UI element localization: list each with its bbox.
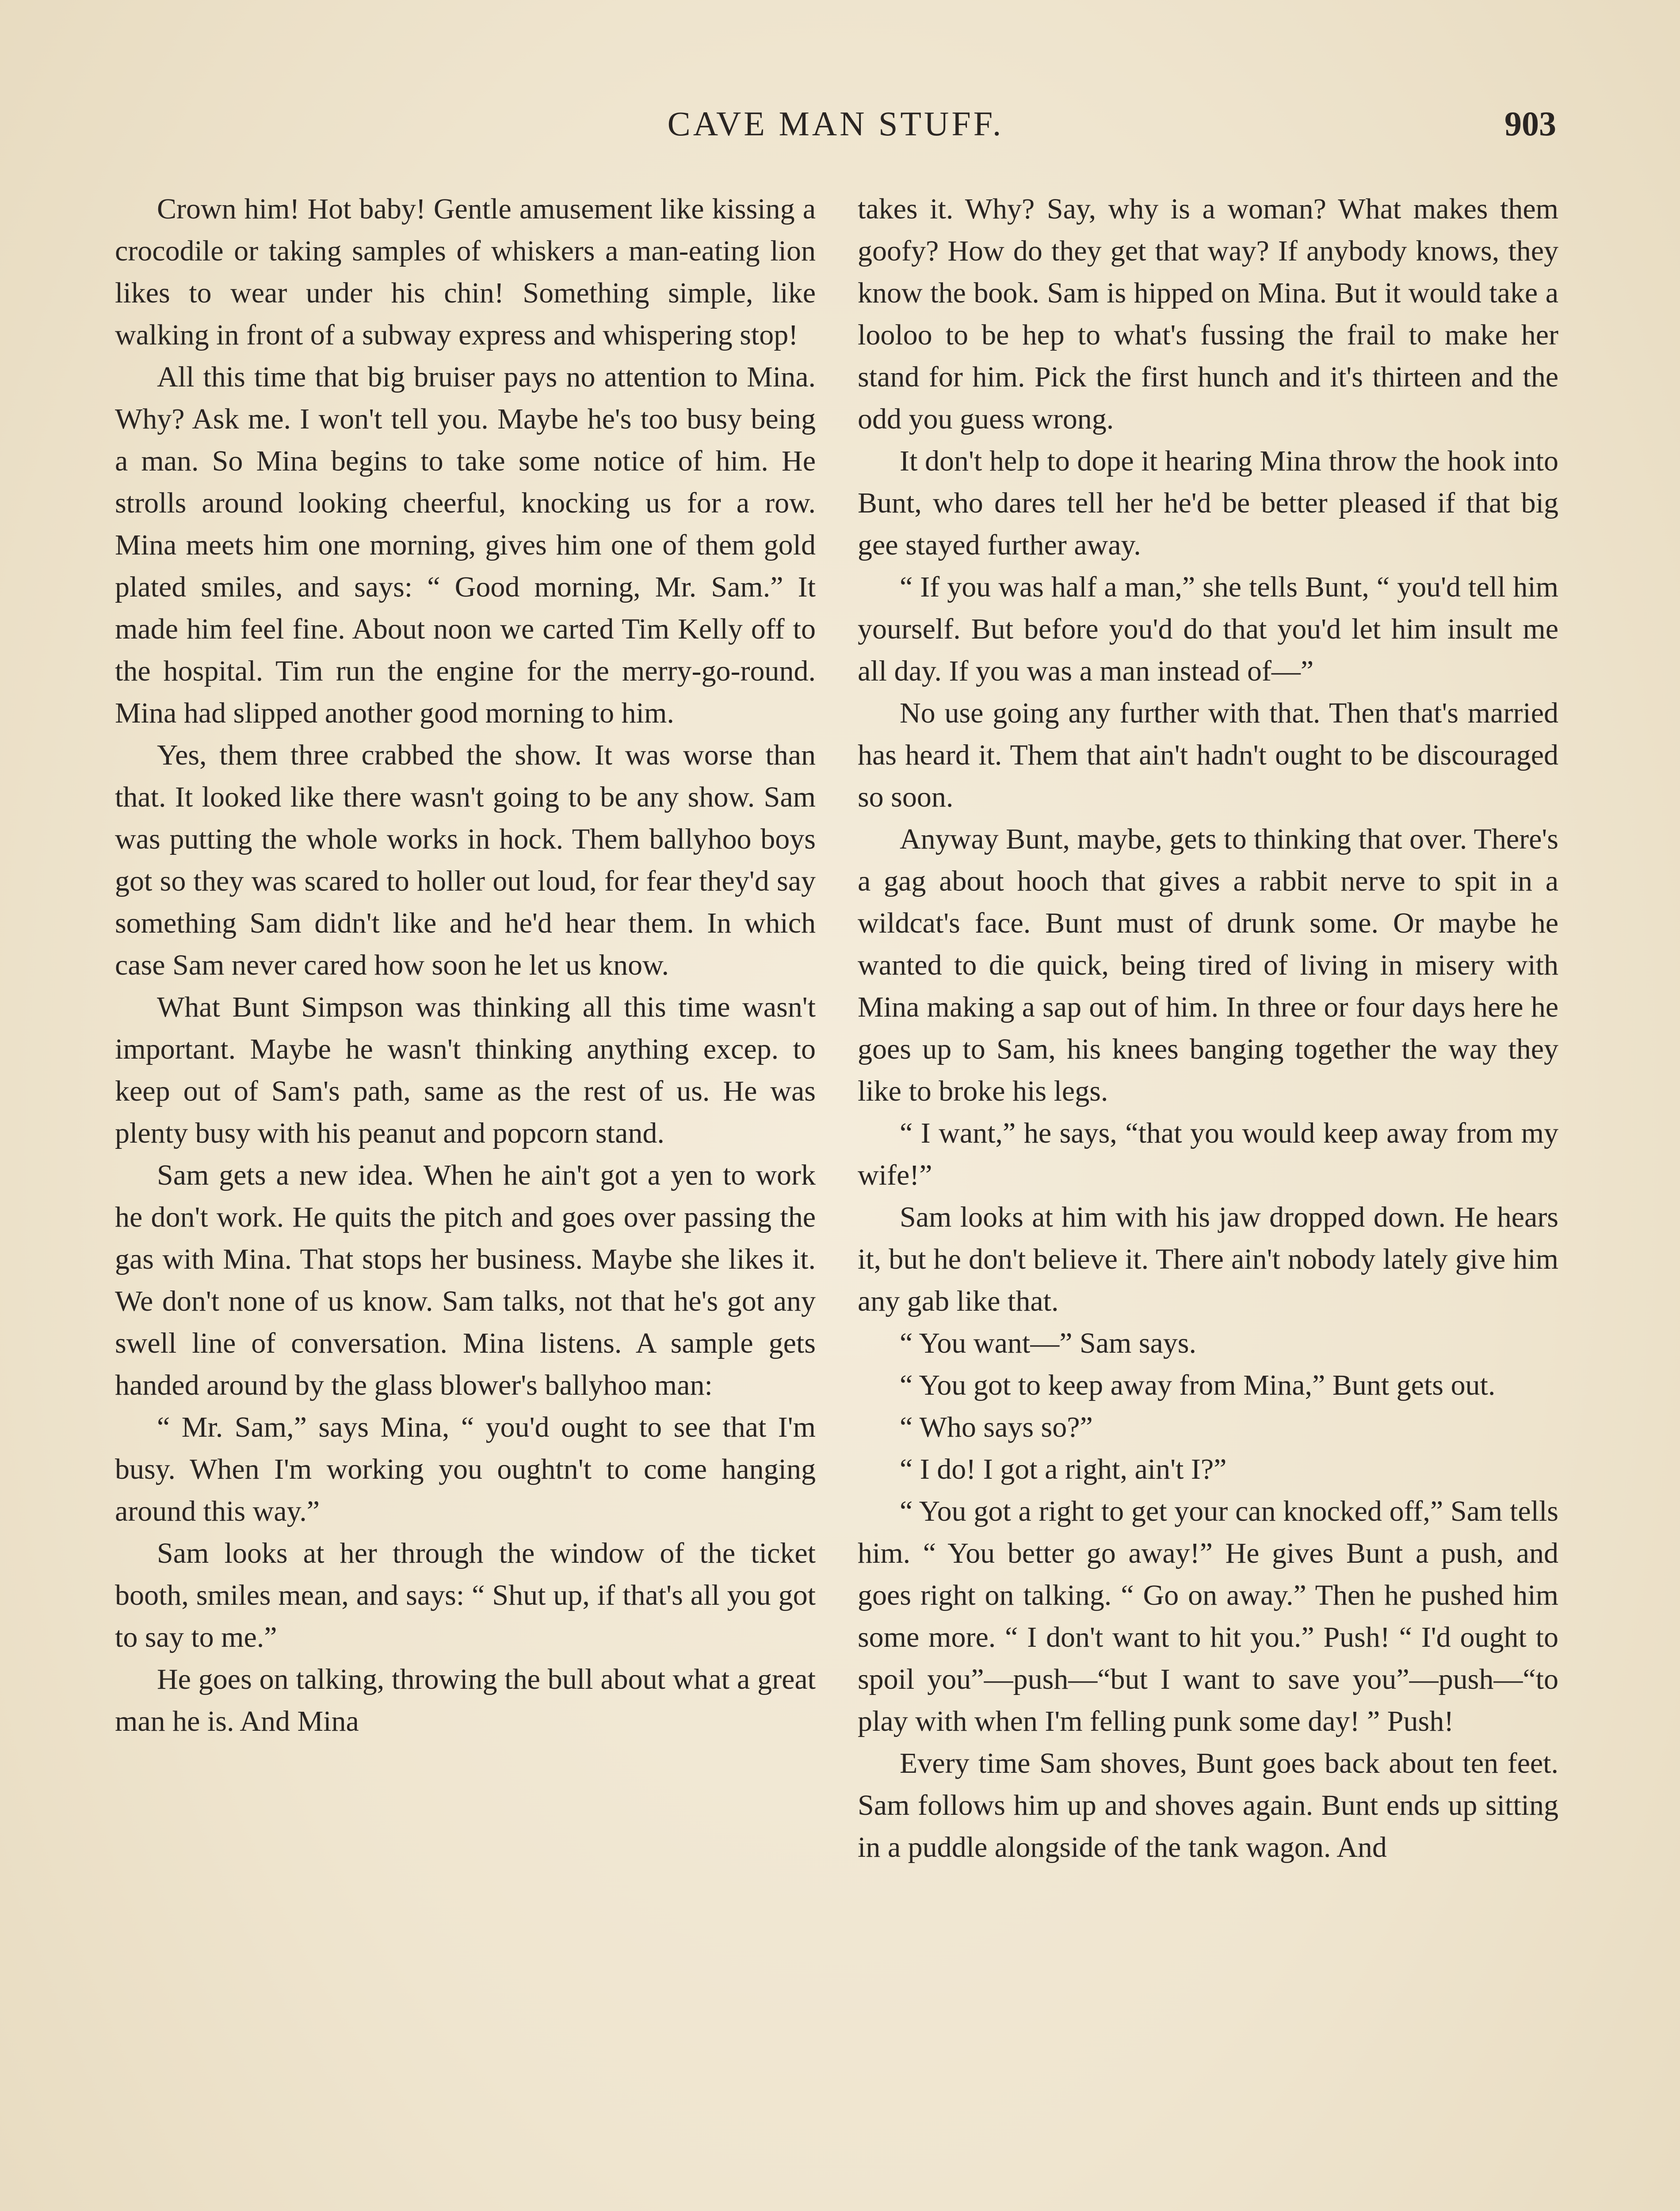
paragraph: “ Who says so?”: [900, 1411, 1093, 1443]
left-text-column: [115, 188, 816, 1742]
paragraph: Sam looks at her through the window of the ticket booth, smiles mean, and says: “ Shut up, if that's all you got to say to me.”: [115, 1537, 816, 1653]
paragraph: No use going any further with that. Then that's married has heard it. Them that ain't hadn't ought to be discouraged so soon.: [858, 697, 1558, 813]
paragraph: “ I want,” he says, “that you would keep away from my wife!”: [858, 1117, 1558, 1191]
paragraph: “ You got to keep away from Mina,” Bunt gets out.: [900, 1369, 1496, 1401]
paragraph: Yes, them three crabbed the show. It was worse than that. It looked like there wasn't going to be any show. Sam was putting the whole works in hock. Them ballyhoo boys got so they was scared to holler out loud, for fear they'd say something Sam didn't like and he'd hear them. In which case Sam never cared how soon he let us know.: [115, 739, 816, 981]
paragraph: What Bunt Simpson was thinking all this time wasn't important. Maybe he wasn't thinking anything excep. to keep out of Sam's path, same as the rest of us. He was plenty busy with his peanut and popcorn stand.: [115, 991, 816, 1149]
page-number: 903: [1504, 104, 1556, 143]
paragraph: Crown him! Hot baby! Gentle amusement like kissing a crocodile or taking samples of whiskers a man-eating lion likes to wear under his chin! Something simple, like walking in front of a subway express and whispering stop!: [115, 193, 816, 351]
paragraph: Sam looks at him with his jaw dropped down. He hears it, but he don't believe it. There ain't nobody lately give him any gab like that.: [858, 1201, 1558, 1317]
right-text-column: [858, 188, 1558, 1868]
paragraph: “ Mr. Sam,” says Mina, “ you'd ought to see that I'm busy. When I'm working you oughtn't to come hanging around this way.”: [115, 1411, 816, 1527]
paragraph: All this time that big bruiser pays no attention to Mina. Why? Ask me. I won't tell you. Maybe he's too busy being a man. So Mina begins to take some notice of him. He strolls around looking cheerful, knocking us for a row. Mina meets him one morning, gives him one of them gold plated smiles, and says: “ Good morning, Mr. Sam.” It made him feel fine. About noon we carted Tim Kelly off to the hospital. Tim run the engine for the merry-go-round. Mina had slipped another good morning to him.: [115, 361, 816, 729]
paragraph: Anyway Bunt, maybe, gets to thinking that over. There's a gag about hooch that gives a rabbit nerve to spit in a wildcat's face. Bunt must of drunk some. Or maybe he wanted to die quick, being tired of living in misery with Mina making a sap out of him. In three or four days here he goes up to Sam, his knees banging together the way they like to broke his legs.: [858, 823, 1558, 1107]
paragraph: “ You want—” Sam says.: [900, 1327, 1196, 1359]
paragraph: It don't help to dope it hearing Mina throw the hook into Bunt, who dares tell her he'd be better pleased if that big gee stayed further away.: [858, 445, 1558, 561]
paragraph: He goes on talking, throwing the bull about what a great man he is. And Mina: [115, 1663, 816, 1737]
paragraph: takes it. Why? Say, why is a woman? What makes them goofy? How do they get that way? If anybody knows, they know the book. Sam is hipped on Mina. But it would take a looloo to be hep to what's fussing the frail to make her stand for him. Pick the first hunch and it's thirteen and the odd you guess wrong.: [858, 193, 1558, 435]
paragraph: “ You got a right to get your can knocked off,” Sam tells him. “ You better go away!” He gives Bunt a push, and goes right on talking. “ Go on away.” Then he pushed him some more. “ I don't want to hit you.” Push! “ I'd ought to spoil you”—push—“but I want to save you”—push—“to play with when I'm felling punk some day! ” Push!: [858, 1495, 1558, 1737]
paragraph: “ I do! I got a right, ain't I?”: [900, 1453, 1227, 1485]
running-title: CAVE MAN STUFF.: [667, 104, 1004, 143]
paragraph: “ If you was half a man,” she tells Bunt, “ you'd tell him yourself. But before you'd do that you'd let him insult me all day. If you was a man instead of—”: [858, 571, 1558, 687]
paragraph: Sam gets a new idea. When he ain't got a yen to work he don't work. He quits the pitch and goes over passing the gas with Mina. That stops her business. Maybe she likes it. We don't none of us know. Sam talks, not that he's got any swell line of conversation. Mina listens. A sample gets handed around by the glass blower's ballyhoo man:: [115, 1159, 816, 1401]
page-header: [115, 102, 1556, 155]
paragraph: Every time Sam shoves, Bunt goes back about ten feet. Sam follows him up and shoves again. Bunt ends up sitting in a puddle alongside of the tank wagon. And: [858, 1747, 1558, 1863]
